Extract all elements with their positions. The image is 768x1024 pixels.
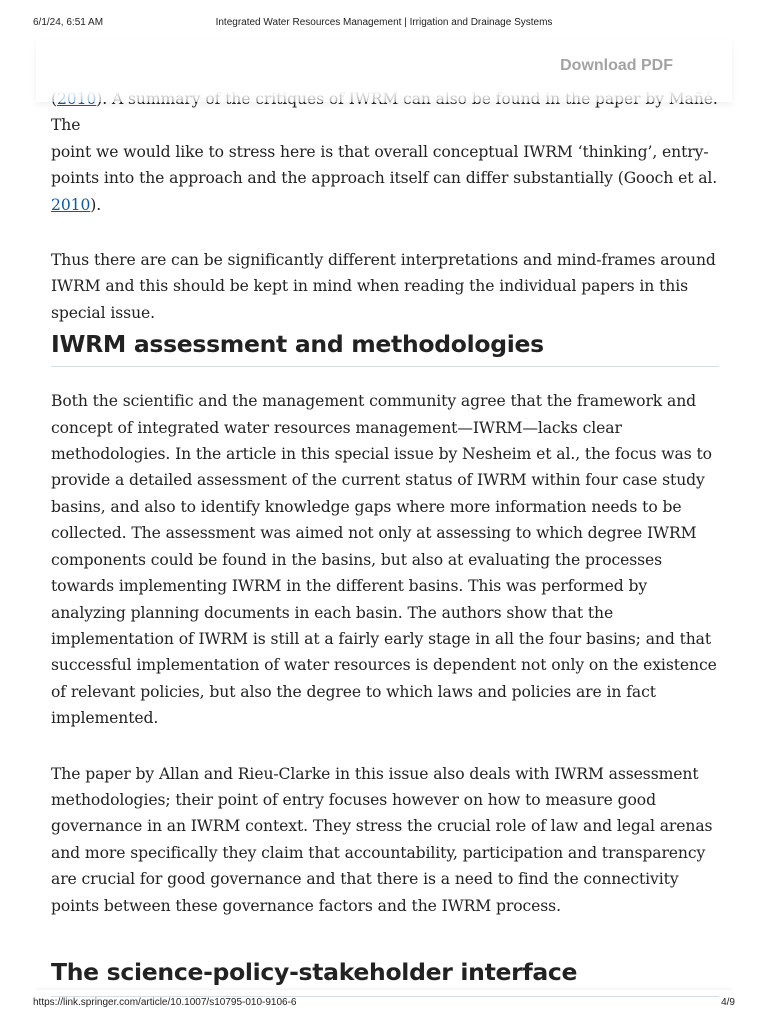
section-heading-iwrm-assessment: IWRM assessment and methodologies: [51, 330, 544, 359]
section-heading-science-policy: The science-policy-stakeholder interface: [51, 957, 578, 986]
section-divider: [51, 366, 719, 367]
paragraph-governance: The paper by Allan and Rieu-Clarke in this issue also deals with IWRM assessment methodologies; their point of entry focuses however on how to measure good governance in an IWRM context. They stress the crucial role of law and legal arenas and more specifically they claim that accountability, participation and transparency are crucial for good governance and that there is a need to find the connectivity points between these governance factors and the IWRM process.: [51, 764, 713, 915]
paragraph-continuation: point we would like to stress here is that overall conceptual IWRM ‘thinking’, entry-points into the approach and the approach itself can differ substantially (Gooch et al. 2010).: [51, 142, 718, 214]
article-body: [51, 84, 719, 997]
paragraph-interpretations: Thus there are can be significantly different interpretations and mind-frames around IWRM and this should be kept in mind when reading the individual papers in this special issue.: [51, 251, 716, 322]
print-url: https://link.springer.com/article/10.1007/s10795-010-9106-6: [33, 997, 297, 1008]
download-pdf-button[interactable]: Download PDF: [560, 57, 673, 74]
print-footer: [0, 990, 768, 1024]
print-page-number: 4/9: [721, 997, 735, 1008]
print-page-title: Integrated Water Resources Management | Irrigation and Drainage Systems: [215, 17, 553, 28]
citation-link-2010[interactable]: 2010: [51, 195, 91, 214]
paragraph-partially-hidden: The: [51, 86, 719, 139]
print-header: [0, 0, 768, 40]
paragraph-assessment: Both the scientific and the management community agree that the framework and concept of integrated water resources management—IWRM—lacks clear methodologies. In the article in this special issue by Nesheim et al., the focus was to provide a detailed assessment of the current status of IWRM within four case study basins, and also to identify knowledge gaps where more information needs to be collected. The assessment was aimed not only at assessing to which degree IWRM components could be found in the basins, but also at evaluating the processes towards implementing IWRM in the different basins. This was performed by analyzing planning documents in each basin. The authors show that the implementation of IWRM is still at a fairly early stage in all the four basins; and that successful implementation of water resources is dependent not only on the existence of relevant policies, but also the degree to which laws and policies are in fact implemented.: [51, 392, 717, 728]
print-datetime: 6/1/24, 6:51 AM: [33, 17, 104, 28]
